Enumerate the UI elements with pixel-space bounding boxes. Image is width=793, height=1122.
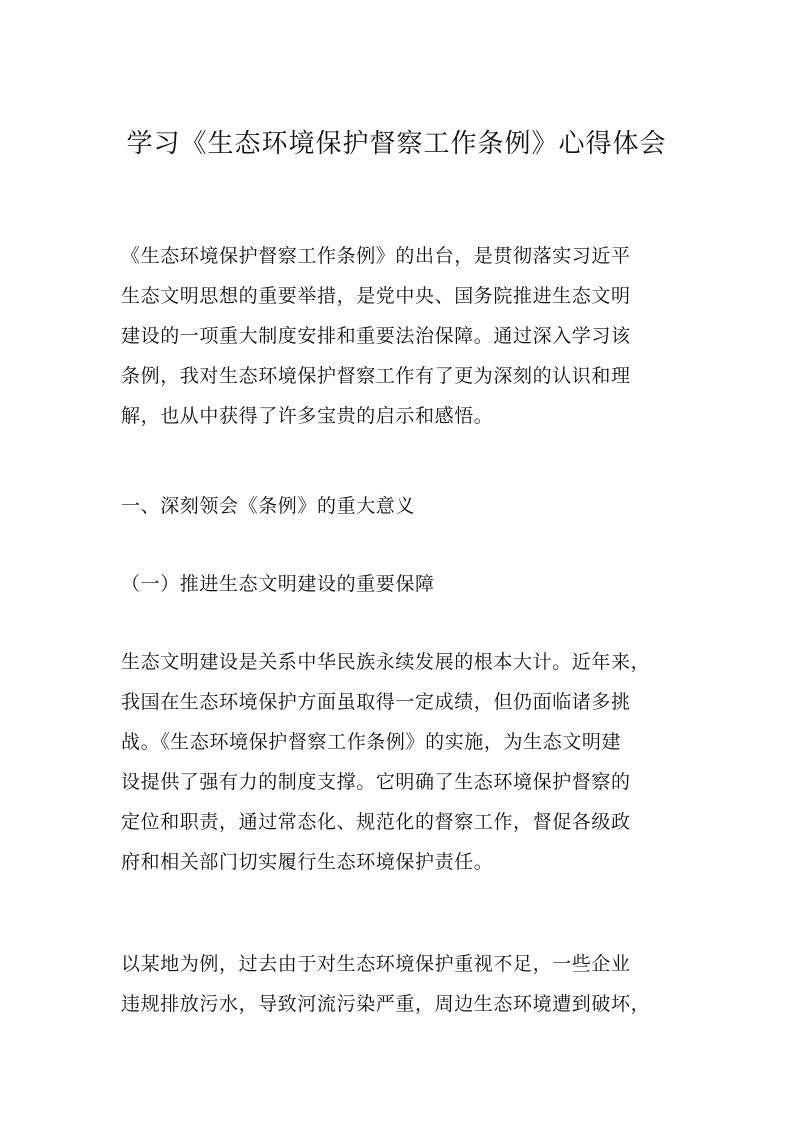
subsection-heading-text: （一）推进生态文明建设的重要保障 (121, 573, 435, 595)
intro-line: 《生态环境保护督察工作条例》的出台，是贯彻落实习近平 (121, 245, 631, 267)
body-paragraph (121, 642, 681, 882)
body-line: 设提供了强有力的制度支撑。它明确了生态环境保护督察的 (121, 771, 631, 793)
intro-line: 建设的一项重大制度安排和重要法治保障。通过深入学习该 (121, 325, 631, 347)
section-heading (121, 486, 681, 526)
body-line: 府和相关部门切实履行生态环境保护责任。 (121, 851, 494, 873)
section-heading-text: 一、深刻领会《条例》的重大意义 (121, 495, 416, 517)
example-line: 以某地为例，过去由于对生态环境保护重视不足，一些企业 (121, 953, 631, 975)
example-paragraph (121, 944, 681, 1024)
intro-paragraph (121, 236, 681, 436)
subsection-heading (121, 564, 681, 604)
body-line: 我国在生态环境保护方面虽取得一定成绩，但仍面临诸多挑 (121, 691, 631, 713)
body-line: 定位和职责，通过常态化、规范化的督察工作，督促各级政 (121, 811, 631, 833)
intro-line: 解，也从中获得了许多宝贵的启示和感悟。 (121, 405, 494, 427)
document-title: 学习《生态环境保护督察工作条例》心得体会 (126, 129, 667, 159)
body-line: 生态文明建设是关系中华民族永续发展的根本大计。近年来， (121, 651, 651, 673)
body-line: 战。《生态环境保护督察工作条例》的实施，为生态文明建 (121, 731, 622, 753)
intro-line: 条例，我对生态环境保护督察工作有了更为深刻的认识和理 (121, 365, 631, 387)
example-line: 违规排放污水，导致河流污染严重，周边生态环境遭到破坏， (121, 993, 651, 1015)
intro-line: 生态文明思想的重要举措，是党中央、国务院推进生态文明 (121, 285, 631, 307)
